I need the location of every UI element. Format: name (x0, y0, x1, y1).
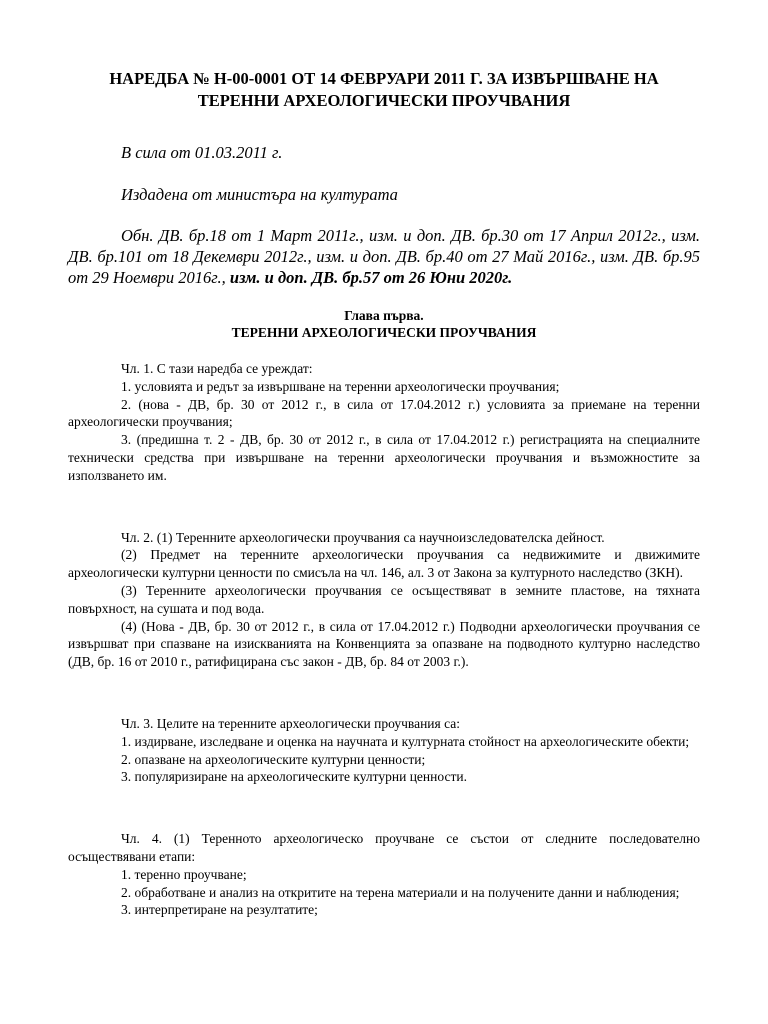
article-2 (68, 529, 700, 671)
article-paragraph: Чл. 1. С тази наредба се уреждат: (121, 361, 313, 376)
article-paragraph: Чл. 2. (1) Теренните археологически проучвания са научноизследователска дейност. (121, 529, 605, 545)
issued-by: Издадена от министъра на културата (121, 185, 398, 204)
in-force-date: В сила от 01.03.2011 г. (121, 143, 283, 162)
article-paragraph: 3. популяризиране на археологическите културни ценности. (121, 769, 467, 785)
article-paragraph: Чл. 3. Целите на теренните археологически проучвания са: (121, 715, 461, 731)
publication-history (68, 225, 700, 288)
article-paragraph: Чл. 4. (1) Теренното археологическо проучване се състои от следните последователно осъществявани етапи: (68, 831, 700, 864)
document-page (68, 68, 700, 919)
article-paragraph: (4) (Нова - ДВ, бр. 30 от 2012 г., в сила от 17.04.2012 г.) Подводни археологически проучвания се извършват при спазване на изискванията на Конвенцията за опазване на подводното културно наследство (ДВ, бр. 16 от 2010 г., ратифицирана със закон - ДВ, бр. 84 от 2003 г.). (68, 618, 700, 670)
article-paragraph: 2. опазване на археологическите културни ценности; (121, 751, 426, 767)
article-4 (68, 830, 700, 919)
chapter-title: ТЕРЕННИ АРХЕОЛОГИЧЕСКИ ПРОУЧВАНИЯ (231, 325, 537, 340)
article-paragraph: 1. издирване, изследване и оценка на научната и културната стойност на археологическите обекти; (121, 733, 690, 749)
publication-latest-amendment: изм. и доп. ДВ. бр.57 от 26 Юни 2020г. (229, 268, 513, 287)
article-paragraph: 2. (нова - ДВ, бр. 30 от 2012 г., в сила от 17.04.2012 г.) условията за приемане на теренни археологически проучвания; (68, 396, 700, 430)
article-3 (68, 715, 700, 786)
article-paragraph: 2. обработване и анализ на откритите на терена материали и на получените данни и наблюдения; (121, 884, 680, 900)
publication-history-text: Обн. ДВ. бр.18 от 1 Март 2011г., изм. и доп. ДВ. бр.30 от 17 Април 2012г., изм. ДВ. бр.101 от 18 Декември 2012г., изм. и доп. ДВ. бр.40 от 27 Май 2016г., изм. ДВ. бр.95 от 29 Ноември 2016г., (68, 226, 700, 287)
article-paragraph: (2) Предмет на теренните археологически проучвания са недвижимите и движимите археологически културни ценности по смисъла на чл. 146, ал. 3 от Закона за културното наследство (ЗКН). (68, 547, 700, 581)
article-paragraph: 3. интерпретиране на резултатите; (121, 902, 318, 918)
chapter-heading (68, 307, 700, 341)
article-paragraph: 1. теренно проучване; (121, 866, 247, 882)
chapter-number: Глава първа. (344, 308, 424, 323)
article-paragraph: 1. условията и редът за извършване на теренни археологически проучвания; (121, 378, 560, 394)
article-paragraph: 3. (предишна т. 2 - ДВ, бр. 30 от 2012 г., в сила от 17.04.2012 г.) регистрацията на специалните технически средства при извършване на теренни археологически проучвания и възможностите за използването им. (68, 432, 700, 483)
article-1 (68, 360, 700, 485)
document-title: НАРЕДБА № Н-00-0001 ОТ 14 ФЕВРУАРИ 2011 Г. ЗА ИЗВЪРШВАНЕ НА ТЕРЕННИ АРХЕОЛОГИЧЕСКИ ПРОУЧВАНИЯ (109, 69, 659, 110)
article-paragraph: (3) Теренните археологически проучвания се осъществяват в земните пластове, на тяхната повърхност, на сушата и под вода. (68, 582, 700, 616)
